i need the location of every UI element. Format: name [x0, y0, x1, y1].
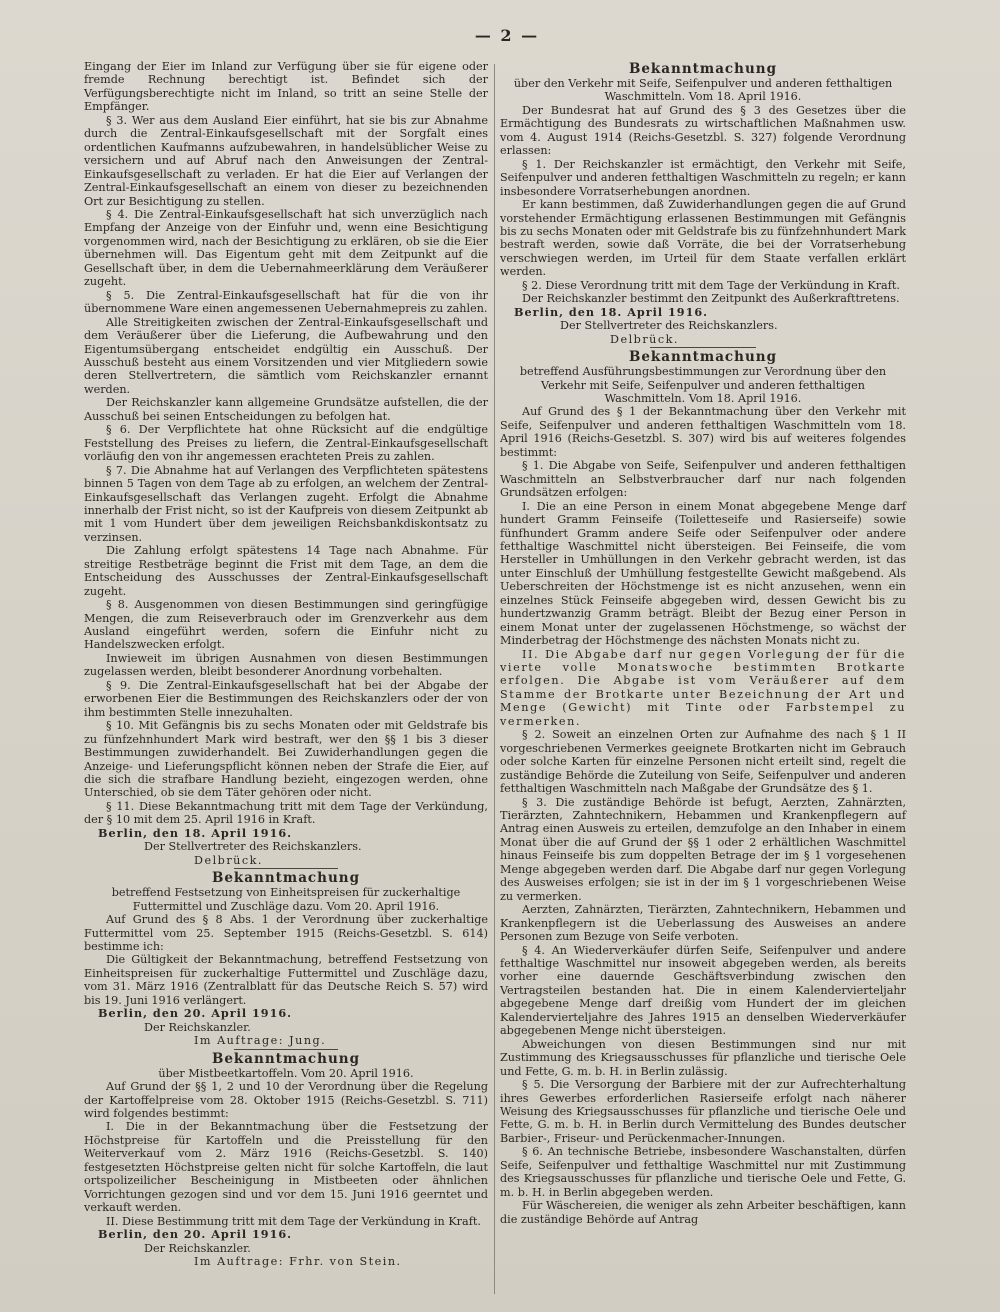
- section-rule: [234, 868, 338, 869]
- signature-name: Delbrück.: [610, 332, 679, 346]
- paragraph: Er kann bestimmen, daß Zuwiderhandlungen gegen die auf Grund vorstehender Ermächtigung erlassenen Bestimmungen mit Gefängnis bis zu sechs Monaten oder mit Geldstrafe bis zu fünfzehnhundert Mark bestraft werden, sowie daß Vorräte, die bei der Vorratserhebung verschwiegen werden, im Urteil für dem Staate verfallen erklärt werden.: [500, 198, 906, 279]
- signature-name: Delbrück.: [194, 853, 263, 867]
- announcement-heading: Bekanntmachung: [628, 349, 778, 366]
- announcement-heading: Bekanntmachung: [628, 61, 778, 77]
- paragraph: § 5. Die Versorgung der Barbiere mit der zur Aufrechterhaltung ihres Gewerbes erforderlichen Rasierseife erfolgt nach näherer Weisung des Kriegsausschusses für pflanzliche und tierische Oele und Fette, G. m. b. H. in Berlin durch Vermittelung des Bundes deutscher Barbier-, Friseur- und Perückenmacher-Innungen.: [500, 1078, 906, 1145]
- paragraph: Der Reichskanzler kann allgemeine Grundsätze aufstellen, die der Ausschuß bei seinen Entscheidungen zu befolgen hat.: [84, 396, 488, 423]
- paragraph: Auf Grund des § 8 Abs. 1 der Verordnung über zuckerhaltige Futtermittel vom 25. September 1915 (Reichs-Gesetzbl. S. 614) bestimme ich:: [84, 913, 488, 953]
- paragraph: Der Reichskanzler bestimmt den Zeitpunkt des Außerkrafttretens.: [522, 292, 900, 306]
- signature-role: Der Stellvertreter des Reichskanzlers.: [560, 319, 778, 333]
- left-column: [84, 60, 488, 1268]
- signature-city: Berlin, den 18. April 1916.: [98, 825, 293, 840]
- signature-role: Der Reichskanzler.: [144, 1020, 251, 1034]
- paragraph: § 3. Wer aus dem Ausland Eier einführt, hat sie bis zur Abnahme durch die Zentral-Einkaufsgesellschaft mit der Sorgfalt eines ordentlichen Kaufmanns aufzubewahren, in handelsüblicher Weise zu versichern und auf Abruf nach den Anweisungen der Zentral-Einkaufsgesellschaft zu verladen. Er hat die Eier auf Verlangen der Zentral-Einkaufsgesellschaft an einem von dieser zu bezeichnenden Ort zur Besichtigung zu stellen.: [84, 113, 488, 208]
- announcement-subtitle: über Mistbeetkartoffeln. Vom 20. April 1916.: [158, 1066, 414, 1080]
- section-rule: [650, 347, 756, 348]
- page-number: — 2 —: [474, 26, 540, 45]
- paragraph: § 4. An Wiederverkäufer dürfen Seife, Seifenpulver und andere fetthaltige Waschmittel nur insoweit abgegeben werden, als bereits vorher eine dauernde Geschäftsverbindung zwischen den Vertragsteilen bestanden hat. Die in einem Kalendervierteljahr abgegebene Menge darf dreißig vom Hundert der im gleichen Kalendervierteljahre des Jahres 1915 an denselben Wiederverkäufer abgegebenen Menge nicht übersteigen.: [500, 943, 906, 1038]
- paragraph: II. Die Abgabe darf nur gegen Vorlegung der für die vierte volle Monatswoche bestimmten Brotkarte erfolgen. Die Abgabe ist vom Veräußerer auf dem Stamme der Brotkarte unter Bezeichnung der Art und Menge (Gewicht) mit Tinte oder Farbstempel zu vermerken.: [500, 647, 906, 728]
- paragraph: Alle Streitigkeiten zwischen der Zentral-Einkaufsgesellschaft und dem Veräußerer über die Lieferung, die Aufbewahrung und den Eigentumsübergang entscheidet endgültig ein Ausschuß. Der Ausschuß besteht aus einem Vorsitzenden und vier Mitgliedern sowie deren Stellvertretern, die sämtlich vom Reichskanzler ernannt werden.: [84, 315, 488, 396]
- paragraph: § 3. Die zuständige Behörde ist befugt, Aerzten, Zahnärzten, Tierärzten, Zahntechnikern, Hebammen und Krankenpflegern auf Antrag einen Ausweis zu erteilen, demzufolge an den Inhaber in einem Monat über die auf Grund der §§ 1 oder 2 erhältlichen Waschmittel hinaus Feinseife bis zum doppelten Betrage der im § 1 vorgesehenen Menge abgegeben werden darf. Die Abgabe darf nur gegen Vorlegung des Ausweises erfolgen; sie ist in der im § 1 vorgeschriebenen Weise zu vermerken.: [500, 795, 906, 903]
- paragraph: Der Bundesrat hat auf Grund des § 3 des Gesetzes über die Ermächtigung des Bundesrats zu wirtschaftlichen Maßnahmen usw. vom 4. August 1914 (Reichs-Gesetzbl. S. 327) folgende Verordnung erlassen:: [500, 103, 906, 158]
- paragraph: § 6. Der Verpflichtete hat ohne Rücksicht auf die endgültige Feststellung des Preises zu liefern, die Zentral-Einkaufsgesellschaft vorläufig den von ihr angemessen erachteten Preis zu zahlen.: [84, 423, 488, 464]
- right-column: [500, 60, 906, 1226]
- announcement-subtitle: betreffend Ausführungsbestimmungen zur Verordnung über den Verkehr mit Seife, Seifenpulver und anderen fetthaltigen Waschmitteln. Vom 18. April 1916.: [519, 365, 887, 405]
- paragraph: II. Diese Bestimmung tritt mit dem Tage der Verkündung in Kraft.: [106, 1214, 481, 1228]
- paragraph: § 4. Die Zentral-Einkaufsgesellschaft hat sich unverzüglich nach Empfang der Anzeige von der Einfuhr und, wenn eine Besichtigung vorgenommen wird, nach der Besichtigung zu erklären, ob sie die Eier übernehmen will. Das Eigentum geht mit dem Zeitpunkt auf die Gesellschaft über, in dem die Uebernahmeerklärung dem Veräußerer zugeht.: [84, 207, 488, 289]
- signature-city: Berlin, den 18. April 1916.: [514, 304, 709, 319]
- paragraph: I. Die in der Bekanntmachung über die Festsetzung der Höchstpreise für Kartoffeln und die Preisstellung für den Weiterverkauf vom 2. März 1916 (Reichs-Gesetzbl. S. 140) festgesetzten Höchstpreise gelten nicht für solche Kartoffeln, die laut ortspolizeilicher Bescheinigung in Mistbeeten oder ähnlichen Vorrichtungen gezogen sind und vor dem 15. Juni 1916 geerntet und verkauft werden.: [84, 1120, 488, 1215]
- announcement-subtitle: über den Verkehr mit Seife, Seifenpulver und anderen fetthaltigen Waschmitteln. Vom 18. April 1916.: [513, 77, 893, 104]
- paragraph: § 2. Diese Verordnung tritt mit dem Tage der Verkündung in Kraft.: [522, 278, 900, 292]
- paragraph: Die Gültigkeit der Bekanntmachung, betreffend Festsetzung von Einheitspreisen für zuckerhaltige Futtermittel und Zuschläge dazu, vom 31. März 1916 (Zentralblatt für das Deutsche Reich S. 57) wird bis 19. Juni 1916 verlängert.: [84, 953, 488, 1007]
- signature-city: Berlin, den 20. April 1916.: [98, 1006, 293, 1021]
- paragraph: § 8. Ausgenommen von diesen Bestimmungen sind geringfügige Mengen, die zum Reiseverbrauch oder im Grenzverkehr aus dem Ausland eingeführt werden, sofern die Einfuhr nicht zu Handelszwecken erfolgt.: [84, 598, 488, 652]
- paragraph: § 9. Die Zentral-Einkaufsgesellschaft hat bei der Abgabe der erworbenen Eier die Bestimmungen des Reichskanzlers oder der von ihm bestimmten Stelle innezuhalten.: [84, 678, 488, 719]
- paragraph: § 1. Die Abgabe von Seife, Seifenpulver und anderen fetthaltigen Waschmitteln an Selbstverbraucher darf nur nach folgenden Grundsätzen erfolgen:: [500, 459, 906, 500]
- signature-city: Berlin, den 20. April 1916.: [98, 1227, 293, 1242]
- paragraph: Aerzten, Zahnärzten, Tierärzten, Zahntechnikern, Hebammen und Krankenpflegern ist die Ueberlassung des Ausweises an andere Personen zum Bezuge von Seife verboten.: [500, 903, 906, 944]
- signature-name: Im Auftrage: Frhr. von Stein.: [194, 1254, 402, 1268]
- announcement-subtitle: betreffend Festsetzung von Einheitspreisen für zuckerhaltige Futtermittel und Zuschläge dazu. Vom 20. April 1916.: [111, 886, 461, 913]
- paragraph: § 5. Die Zentral-Einkaufsgesellschaft hat für die von ihr übernommene Ware einen angemessenen Uebernahmepreis zu zahlen.: [84, 288, 488, 316]
- paragraph: § 2. Soweit an einzelnen Orten zur Aufnahme des nach § 1 II vorgeschriebenen Vermerkes geeignete Brotkarten nicht im Gebrauch oder solche Karten für einzelne Personen nicht erteilt sind, regelt die zuständige Behörde die Zuteilung von Seife, Seifenpulver und anderen fetthaltigen Waschmitteln nach Maßgabe der Grundsätze des § 1.: [500, 728, 906, 796]
- column-divider: [494, 64, 495, 1294]
- announcement-heading: Bekanntmachung: [211, 1050, 361, 1067]
- paragraph: I. Die an eine Person in einem Monat abgegebene Menge darf hundert Gramm Feinseife (Toiletteseife und Rasierseife) sowie fünfhundert Gramm andere Seife oder Seifenpulver oder andere fetthaltige Waschmittel nicht übersteigen. Bei Feinseife, die vom Hersteller in Umhüllungen in den Verkehr gebracht werden, ist das unter Einschluß der Umhüllung festgestellte Gewicht maßgebend. Als Ueberschreiten der Höchstmenge ist es nicht anzusehen, wenn ein einzelnes Stück Feinseife abgegeben wird, dessen Gewicht bis zu hundertzwanzig Gramm beträgt. Bleibt der Bezug einer Person in einem Monat unter der zugelassenen Höchstmenge, so wächst der Minderbetrag der Höchstmenge des nächsten Monats nicht zu.: [500, 499, 906, 648]
- paragraph: § 10. Mit Gefängnis bis zu sechs Monaten oder mit Geldstrafe bis zu fünfzehnhundert Mark wird bestraft, wer den §§ 1 bis 3 dieser Bestimmungen zuwiderhandelt. Bei Zuwiderhandlungen gegen die Anzeige- und Lieferungspflicht können neben der Strafe die Eier, auf die sich die strafbare Handlung bezieht, eingezogen werden, ohne Unterschied, ob sie dem Täter gehören oder nicht.: [84, 719, 488, 800]
- paragraph: § 11. Diese Bekanntmachung tritt mit dem Tage der Verkündung, der § 10 mit dem 25. April 1916 in Kraft.: [84, 799, 488, 827]
- signature-role: Der Stellvertreter des Reichskanzlers.: [144, 840, 362, 854]
- paragraph: Für Wäschereien, die weniger als zehn Arbeiter beschäftigen, kann die zuständige Behörde auf Antrag: [500, 1199, 906, 1226]
- signature-name: Im Auftrage: Jung.: [194, 1034, 327, 1048]
- paragraph: Auf Grund des § 1 der Bekanntmachung über den Verkehr mit Seife, Seifenpulver und anderen fetthaltigen Waschmitteln vom 18. April 1916 (Reichs-Gesetzbl. S. 307) wird bis auf weiteres folgendes bestimmt:: [500, 405, 906, 459]
- announcement-heading: Bekanntmachung: [211, 870, 361, 887]
- paragraph: Die Zahlung erfolgt spätestens 14 Tage nach Abnahme. Für streitige Restbeträge beginnt die Frist mit dem Tage, an dem die Entscheidung des Ausschusses der Zentral-Einkaufsgesellschaft zugeht.: [84, 544, 488, 598]
- paragraph: Eingang der Eier im Inland zur Verfügung über sie für eigene oder fremde Rechnung berechtigt ist. Befindet sich der Verfügungsberechtigte nicht im Inland, so tritt an seine Stelle der Empfänger.: [84, 60, 488, 114]
- section-rule: [234, 1049, 338, 1050]
- paragraph: § 1. Der Reichskanzler ist ermächtigt, den Verkehr mit Seife, Seifenpulver und anderen fetthaltigen Waschmitteln zu regeln; er kann insbesondere Vorratserhebungen anordnen.: [500, 157, 906, 198]
- paragraph: Inwieweit im übrigen Ausnahmen von diesen Bestimmungen zugelassen werden, bleibt besonderer Anordnung vorbehalten.: [84, 651, 488, 679]
- paragraph: Abweichungen von diesen Bestimmungen sind nur mit Zustimmung des Kriegsausschusses für pflanzliche und tierische Oele und Fette, G. m. b. H. in Berlin zulässig.: [500, 1037, 906, 1078]
- paragraph: Auf Grund der §§ 1, 2 und 10 der Verordnung über die Regelung der Kartoffelpreise vom 28. Oktober 1915 (Reichs-Gesetzbl. S. 711) wird folgendes bestimmt:: [84, 1080, 488, 1120]
- signature-role: Der Reichskanzler.: [144, 1241, 251, 1255]
- paragraph: § 6. An technische Betriebe, insbesondere Waschanstalten, dürfen Seife, Seifenpulver und fetthaltige Waschmittel nur mit Zustimmung des Kriegsausschusses für pflanzliche und tierische Oele und Fette, G. m. b. H. in Berlin abgegeben werden.: [500, 1145, 906, 1199]
- paragraph: § 7. Die Abnahme hat auf Verlangen des Verpflichteten spätestens binnen 5 Tagen von dem Tage ab zu erfolgen, an welchem der Zentral-Einkaufsgesellschaft das Verlangen zugeht. Erfolgt die Abnahme innerhalb der Frist nicht, so ist der Kaufpreis von diesem Zeitpunkt ab mit 1 vom Hundert über dem jeweiligen Reichsbankdiskontsatz zu verzinsen.: [84, 463, 488, 544]
